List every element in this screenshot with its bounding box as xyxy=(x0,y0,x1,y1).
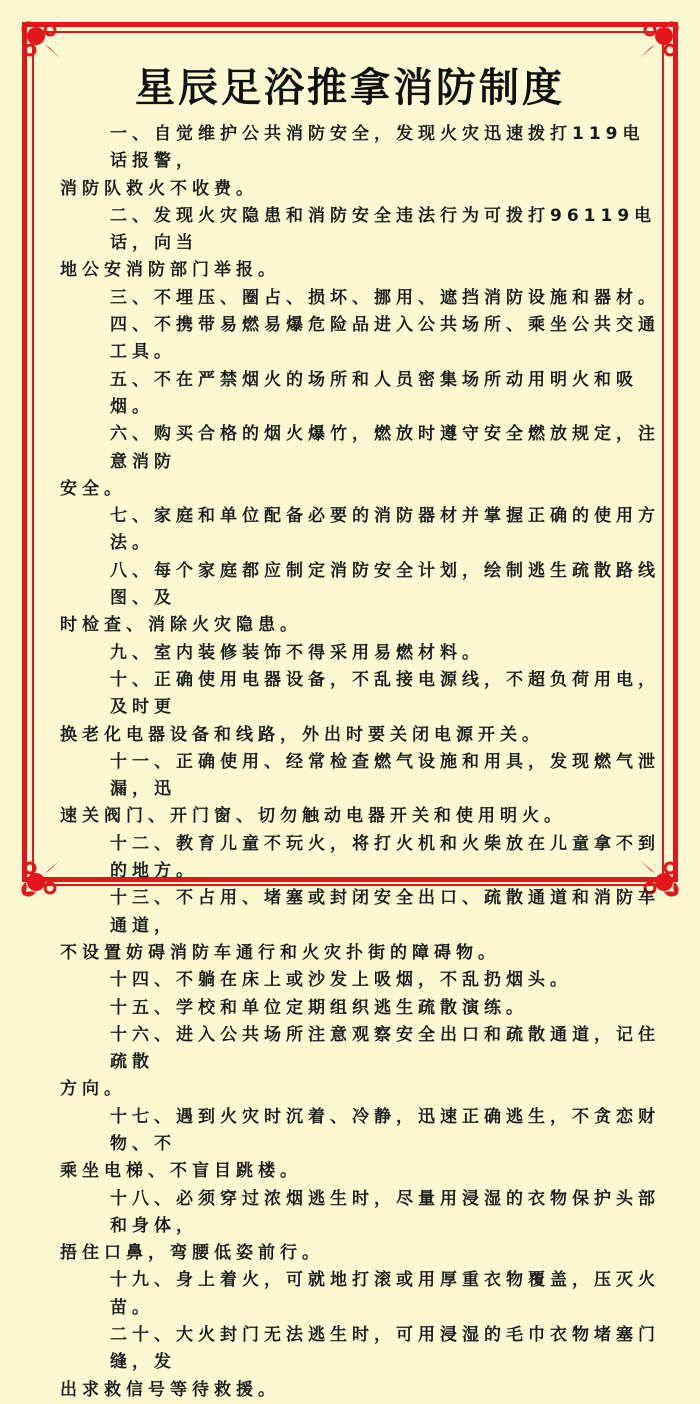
rule-line: 方向。 xyxy=(60,1079,126,1100)
rule-line: 十八、必须穿过浓烟逃生时，尽量用浸湿的衣物保护头部和身体， xyxy=(110,1188,660,1236)
rules-list xyxy=(60,121,665,1404)
rule-line: 安全。 xyxy=(60,478,126,499)
rule-line: 一、自觉维护公共消防安全，发现火灾迅速拨打119电话报警， xyxy=(110,124,645,172)
rule-line: 十七、遇到火灾时沉着、冷静，迅速正确逃生，不贪恋财物、不 xyxy=(110,1106,660,1154)
rule-item xyxy=(60,1104,665,1186)
rule-line: 消防队救火不收费。 xyxy=(60,178,258,199)
rule-line: 九、室内装修装饰不得采用易燃材料。 xyxy=(110,642,484,663)
rule-line: 乘坐电梯、不盲目跳楼。 xyxy=(60,1161,302,1182)
rule-item xyxy=(60,640,665,667)
rule-line: 十四、不躺在床上或沙发上吸烟，不乱扔烟头。 xyxy=(110,970,572,991)
rule-item xyxy=(60,1186,665,1268)
page-title: 星辰足浴推拿消防制度 xyxy=(135,65,565,111)
rule-item xyxy=(60,749,665,831)
rule-line: 十三、不占用、堵塞或封闭安全出口、疏散通道和消防车通道， xyxy=(110,888,660,936)
rule-item xyxy=(60,831,665,886)
rule-line: 十、正确使用电器设备，不乱接电源线，不超负荷用电，及时更 xyxy=(110,669,660,718)
rule-item xyxy=(60,367,665,422)
rule-line: 四、不携带易燃易爆危险品进入公共场所、乘坐公共交通工具。 xyxy=(110,315,660,363)
rule-line: 七、家庭和单位配备必要的消防器材并掌握正确的使用方法。 xyxy=(110,506,660,554)
rule-line: 六、购买合格的烟火爆竹，燃放时遵守安全燃放规定，注意消防 xyxy=(110,424,660,472)
rule-line: 五、不在严禁烟火的场所和人员密集场所动用明火和吸烟。 xyxy=(110,369,638,417)
rule-line: 十六、进入公共场所注意观察安全出口和疏散通道，记住疏散 xyxy=(110,1024,660,1073)
rule-line: 十九、身上着火，可就地打滚或用厚重衣物覆盖，压灭火苗。 xyxy=(110,1270,660,1318)
rule-line: 速关阀门、开门窗、切勿触动电器开关和使用明火。 xyxy=(60,806,566,827)
rule-item xyxy=(60,995,665,1022)
rule-item xyxy=(60,285,665,312)
rule-line: 捂住口鼻，弯腰低姿前行。 xyxy=(60,1243,324,1264)
rule-item xyxy=(60,667,665,749)
rule-line: 十五、学校和单位定期组织逃生疏散演练。 xyxy=(110,997,528,1018)
rule-line: 十一、正确使用、经常检查燃气设施和用具，发现燃气泄漏，迅 xyxy=(110,751,660,800)
rule-line: 不设置妨碍消防车通行和火灾扑街的障碍物。 xyxy=(60,942,500,963)
rule-item xyxy=(60,312,665,367)
rule-line: 二十、大火封门无法逃生时，可用浸湿的毛巾衣物堵塞门缝，发 xyxy=(110,1325,660,1373)
rule-item xyxy=(60,885,665,967)
rule-line: 八、每个家庭都应制定消防安全计划，绘制逃生疏散路线图、及 xyxy=(110,560,660,609)
rule-line: 十二、教育儿童不玩火，将打火机和火柴放在儿童拿不到的地方。 xyxy=(110,833,660,882)
rule-line: 二、发现火灾隐患和消防安全违法行为可拨打96119电话，向当 xyxy=(110,205,657,254)
rule-line: 出求救信号等待救援。 xyxy=(60,1379,280,1400)
rule-line: 三、不埋压、圈占、损坏、挪用、遮挡消防设施和器材。 xyxy=(110,287,660,308)
rule-line: 换老化电器设备和线路，外出时要关闭电源开关。 xyxy=(60,724,544,745)
rule-item xyxy=(60,203,665,285)
rule-line: 地公安消防部门举报。 xyxy=(60,260,280,281)
rule-item xyxy=(60,121,665,203)
rule-item xyxy=(60,1322,665,1404)
rule-item xyxy=(60,1022,665,1104)
rule-item xyxy=(60,967,665,994)
rule-item xyxy=(60,421,665,503)
rule-line: 时检查、消除火灾隐患。 xyxy=(60,615,302,636)
rule-item xyxy=(60,558,665,640)
rule-item xyxy=(60,1267,665,1322)
rule-item xyxy=(60,503,665,558)
